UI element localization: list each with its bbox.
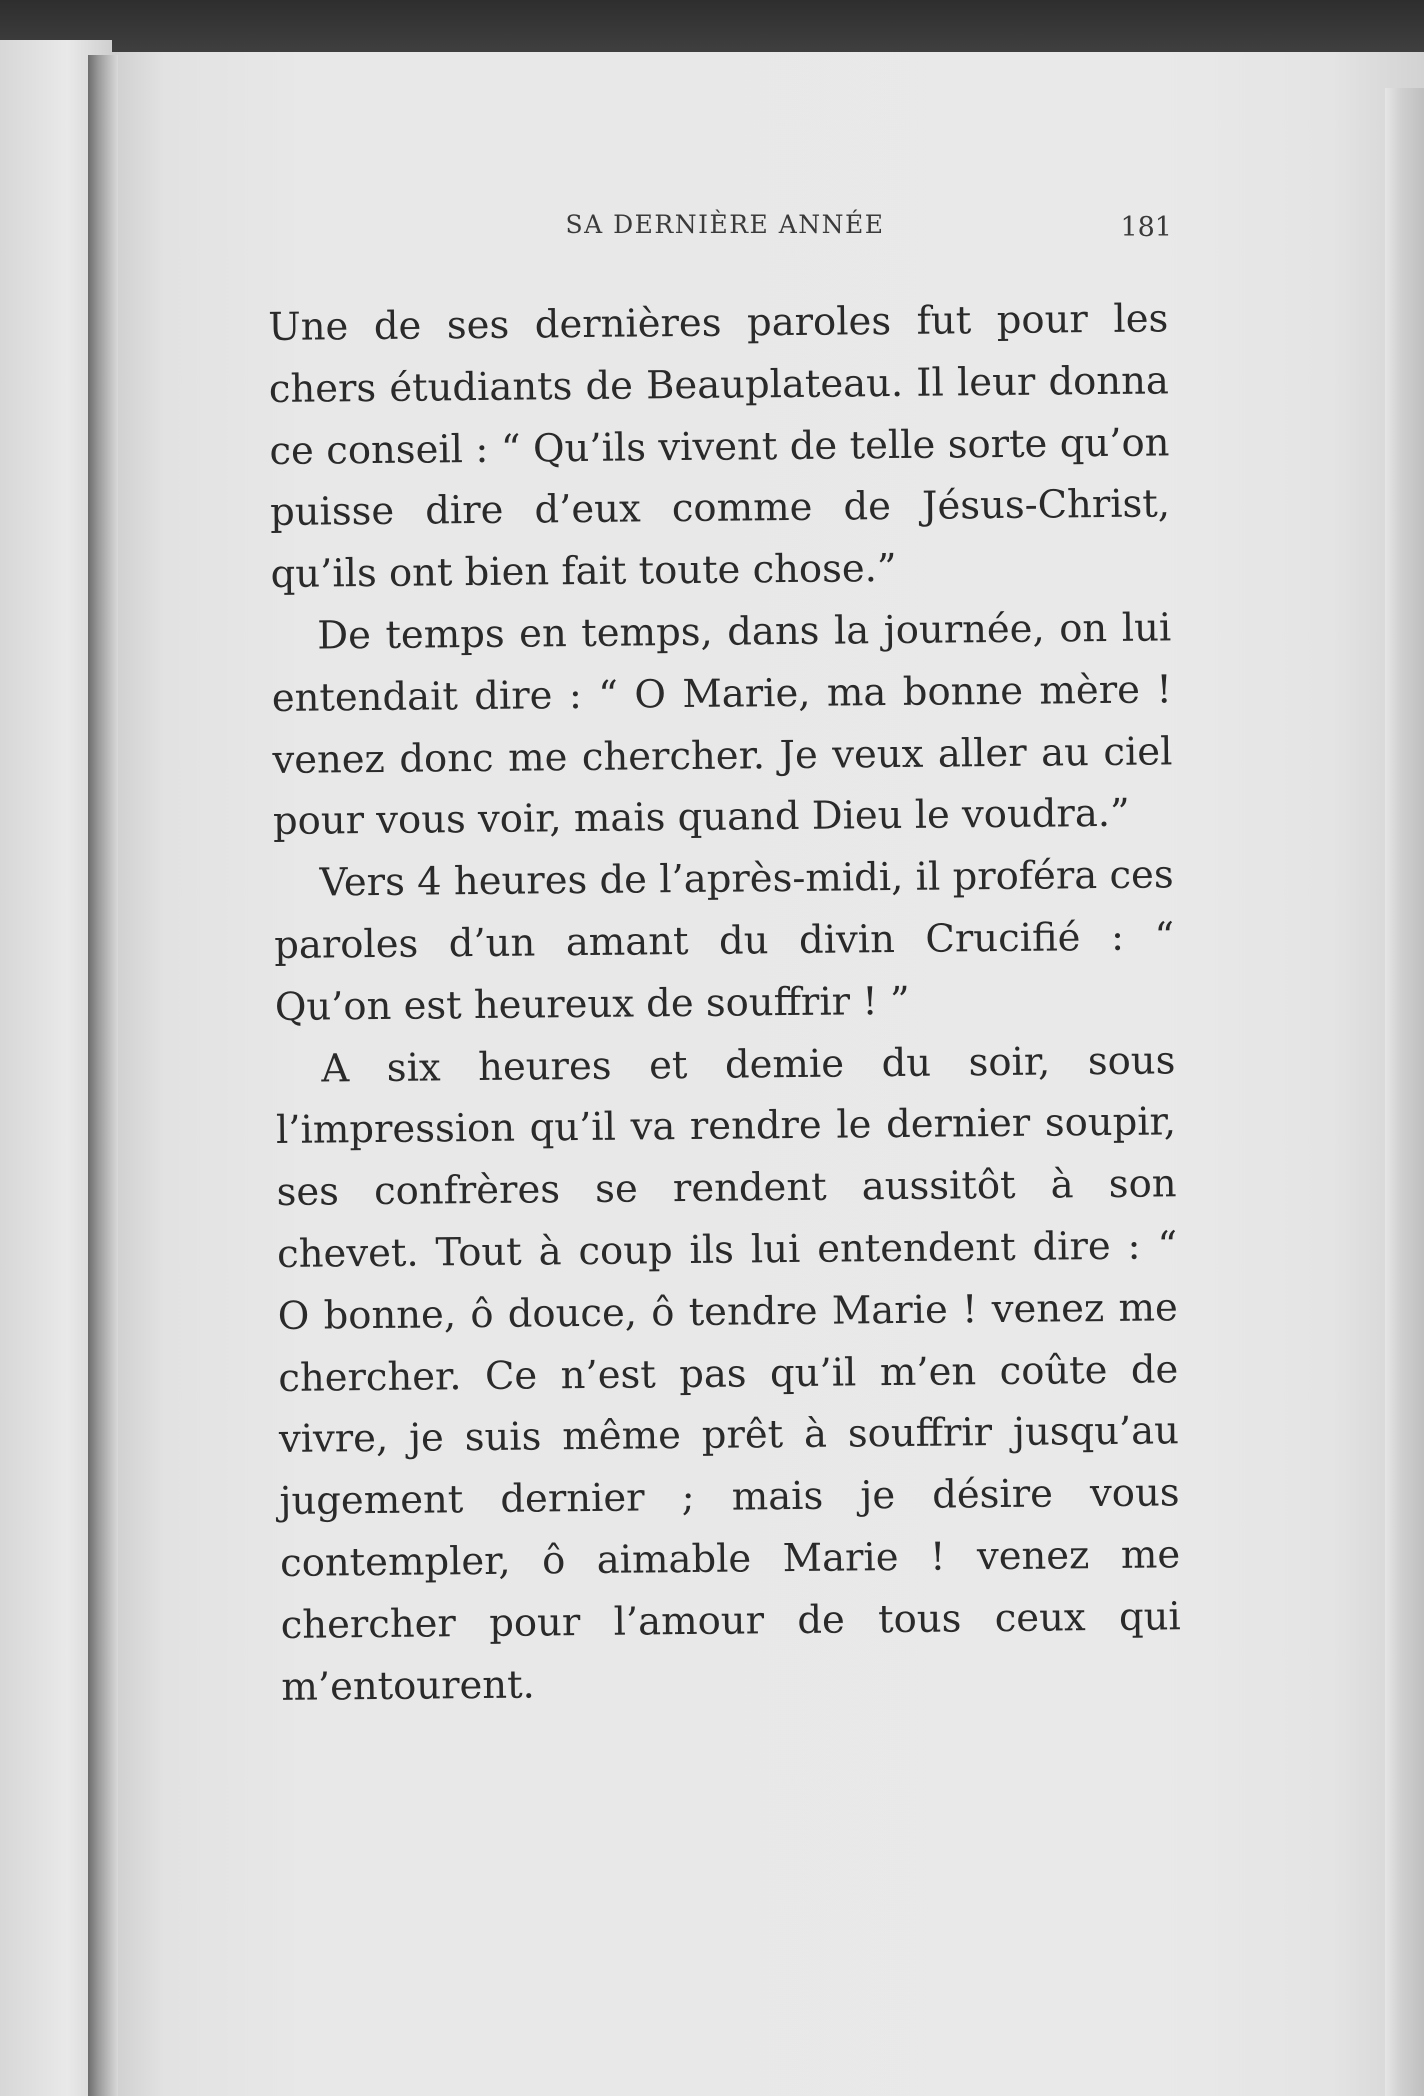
- book-gutter: [88, 55, 118, 2096]
- paragraph: Une de ses dernières paroles fut pour les chers étudiants de Beauplateau. Il leur donna ce conseil : “ Qu’ils vivent de telle sorte qu’on puisse dire d’eux comme de Jésus-Christ, qu’ils ont bien fait toute chose.”: [268, 296, 1171, 598]
- running-title: SA DERNIÈRE ANNÉE: [565, 210, 885, 239]
- page-fore-edge: [1385, 88, 1424, 2096]
- page-number: 181: [1120, 212, 1172, 243]
- paragraph: Vers 4 heures de l’après-midi, il proféra ces paroles d’un amant du divin Crucifié : “ Qu’on est heureux de souffrir ! ”: [274, 852, 1175, 1030]
- paragraph: A six heures et demie du soir, sous l’impression qu’il va rendre le dernier soupir, ses confrères se rendent aussitôt à son chevet. Tout à coup ils lui entendent dire : “ O bonne, ô douce, ô tendre Marie ! venez me chercher. Ce n’est pas qu’il m’en coûte de vivre, je suis même prêt à souffrir jusqu’au jugement dernier ; mais je désire vous contempler, ô aimable Marie ! venez me chercher pour l’amour de tous ceux qui m’entourent.: [275, 1037, 1181, 1710]
- body-text: [268, 288, 1182, 1718]
- running-header: [270, 210, 1180, 250]
- paragraph: De temps en temps, dans la journée, on lui entendait dire : “ O Marie, ma bonne mère ! venez donc me chercher. Je veux aller au ciel pour vous voir, mais quand Dieu le voudra.”: [271, 605, 1173, 845]
